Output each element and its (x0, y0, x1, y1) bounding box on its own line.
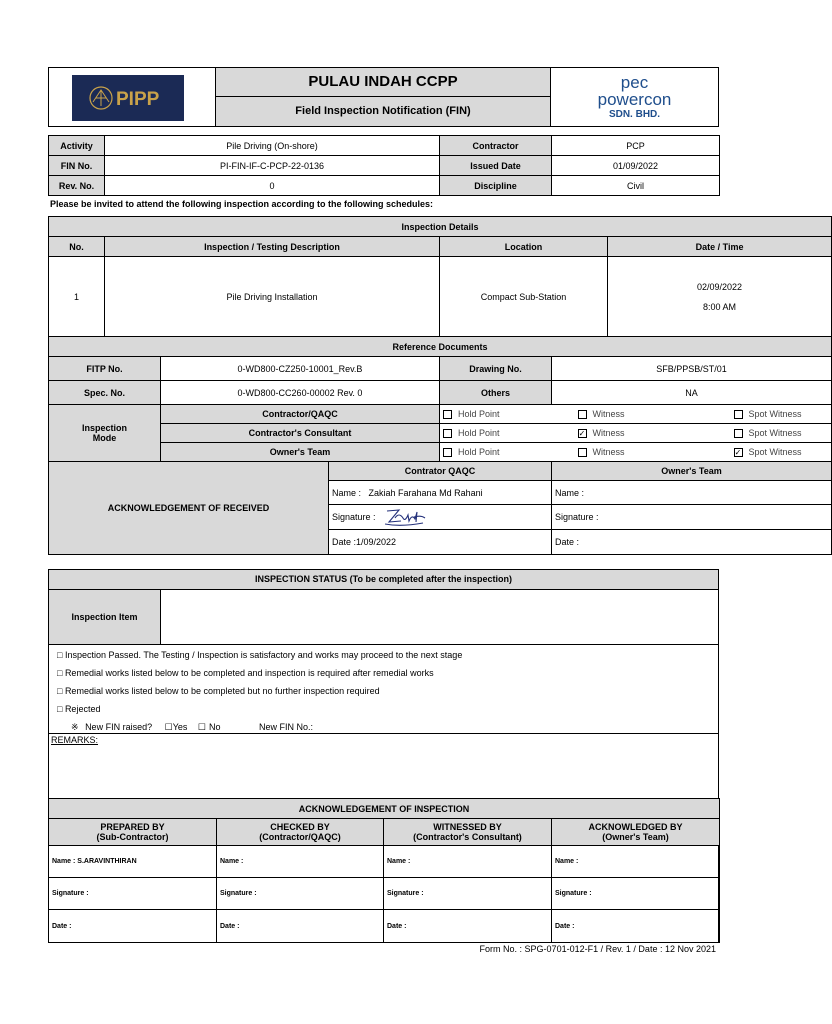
status-option-passed[interactable] (57, 646, 707, 664)
mode-witness-0 (552, 405, 720, 424)
col-no-header: No. (49, 237, 105, 257)
row-location: Compact Sub-Station (440, 257, 608, 337)
checked-by-name: Name : (217, 846, 384, 878)
ack-inspection-table (48, 798, 720, 943)
mode-witness-1 (552, 424, 720, 443)
mode-party-2: Owner's Team (161, 443, 440, 462)
mode-party-1: Contractor's Consultant (161, 424, 440, 443)
pec-logo-line1: pec (620, 73, 649, 92)
discipline-label: Discipline (440, 176, 552, 196)
witnessed-by-line2: (Contractor's Consultant) (413, 832, 522, 842)
rejected-checkbox[interactable]: □ (57, 704, 65, 714)
discipline-value: Civil (552, 176, 720, 196)
contractor-value: PCP (552, 136, 720, 156)
spec-value: 0-WD800-CC260-00002 Rev. 0 (161, 381, 440, 405)
ack-inspection-title: ACKNOWLEDGEMENT OF INSPECTION (49, 799, 720, 819)
witnessed-by-date: Date : (384, 910, 552, 943)
prepared-by-line1: PREPARED BY (100, 822, 165, 832)
acknowledged-by-date: Date : (552, 910, 720, 943)
inspection-status-section (48, 569, 719, 943)
inspection-details-title: Inspection Details (49, 217, 832, 237)
handwritten-signature (381, 506, 431, 528)
pec-logo-line2: powercon (597, 90, 672, 109)
form-title: Field Inspection Notification (FIN) (295, 105, 471, 117)
spec-label: Spec. No. (49, 381, 161, 405)
project-title-cell (216, 68, 551, 97)
acknowledged-by-name: Name : (552, 846, 720, 878)
status-option-remedial-no-reinspect-label: Remedial works listed below to be completed but no further inspection required (64, 686, 380, 696)
ack-date-1: Date :1/09/2022 (329, 530, 552, 555)
mode-witness-2 (552, 443, 720, 462)
form-title-cell (216, 97, 551, 126)
ack-name-label-1: Name : (332, 487, 362, 498)
witness-label-2: Witness (592, 446, 625, 457)
ack-signature-label-2: Signature : (555, 512, 599, 522)
no-label: No (208, 722, 221, 732)
inspection-item-label: Inspection Item (49, 590, 161, 645)
spot-witness-checkbox-0[interactable] (734, 410, 743, 419)
ack-col-contractor-qaqc: Contrator QAQC (329, 462, 552, 481)
witnessed-by-signature: Signature : (384, 878, 552, 910)
witness-label-1: Witness (592, 427, 625, 438)
drawing-value: SFB/PPSB/ST/01 (552, 357, 832, 381)
spot-witness-label-0: Spot Witness (748, 408, 802, 419)
pipp-logo-cell (49, 68, 216, 126)
ack-received-title: ACKNOWLEDGEMENT OF RECEIVED (49, 462, 329, 555)
status-option-remedial-reinspect-label: Remedial works listed below to be completed and inspection is required after remedial works (64, 668, 434, 678)
prepared-by-line2: (Sub-Contractor) (96, 832, 169, 842)
others-label: Others (440, 381, 552, 405)
invite-text: Please be invited to attend the following inspection according to the following schedules: (50, 199, 434, 209)
new-fin-raised-label: New FIN raised? (85, 722, 153, 732)
mode-hold-2 (440, 443, 552, 462)
ack-name-cell-2 (552, 481, 832, 505)
new-fin-no-label: New FIN No.: (259, 722, 314, 732)
mode-party-0: Contractor/QAQC (161, 405, 440, 424)
inspection-mode-label (49, 405, 161, 462)
ack-name-cell-1 (329, 481, 552, 505)
spot-witness-label-1: Spot Witness (748, 427, 802, 438)
acknowledged-by-signature: Signature : (552, 878, 720, 910)
others-value: NA (552, 381, 832, 405)
row-date: 02/09/2022 (697, 281, 743, 292)
witnessed-by-name: Name : (384, 846, 552, 878)
witness-checkbox-0[interactable] (578, 410, 587, 419)
hold-point-label-1: Hold Point (458, 427, 500, 438)
acknowledged-by-header (552, 819, 720, 846)
witness-label-0: Witness (592, 408, 625, 419)
prepared-by-signature: Signature : (49, 878, 217, 910)
yes-label: Yes (172, 722, 188, 732)
info-table (48, 135, 720, 196)
acknowledged-by-line2: (Owner's Team) (602, 832, 669, 842)
acknowledged-by-line1: ACKNOWLEDGED BY (588, 822, 683, 832)
prepared-by-header (49, 819, 217, 846)
checked-by-header (217, 819, 384, 846)
mode-spot-1 (720, 424, 832, 443)
inspection-status-title: INSPECTION STATUS (To be completed after the inspection) (49, 570, 718, 590)
ack-name-label-2: Name : (555, 487, 585, 498)
rev-label: Rev. No. (49, 176, 105, 196)
form-header (48, 67, 719, 127)
pec-logo-line3: SDN. BHD. (608, 109, 661, 120)
inspection-mode-label-line2: Mode (92, 433, 117, 443)
ack-signature-cell-2 (552, 505, 832, 530)
ack-date-2: Date : (552, 530, 832, 555)
no-checkbox[interactable]: ☐ (197, 722, 206, 732)
prepared-by-name: Name : S.ARAVINTHIRAN (49, 846, 217, 878)
row-desc: Pile Driving Installation (105, 257, 440, 337)
spot-witness-checkbox-1[interactable] (734, 429, 743, 438)
ack-name-value-1: Zakiah Farahana Md Rahani (368, 487, 483, 498)
hold-point-checkbox-2[interactable] (443, 448, 452, 457)
prepared-by-date: Date : (49, 910, 217, 943)
mode-spot-2 (720, 443, 832, 462)
yes-checkbox[interactable]: ☐ (164, 722, 173, 732)
form-number-footer: Form No. : SPG-0701-012-F1 / Rev. 1 / Date : 12 Nov 2021 (479, 944, 716, 954)
status-option-passed-label: Inspection Passed. The Testing / Inspection is satisfactory and works may proceed to the next stage (64, 650, 463, 660)
row-time: 8:00 AM (703, 301, 737, 312)
pipp-logo (72, 75, 184, 121)
status-option-remedial-no-reinspect[interactable] (57, 682, 707, 700)
spot-witness-checkbox-2[interactable]: ✓ (734, 448, 742, 458)
checked-by-date: Date : (217, 910, 384, 943)
hold-point-checkbox-1[interactable] (443, 429, 452, 438)
remedial-no-reinspect-checkbox[interactable]: □ (57, 686, 65, 696)
hold-point-label-2: Hold Point (458, 446, 500, 457)
status-options (57, 646, 707, 736)
inspection-item-value[interactable] (161, 590, 718, 645)
row-no: 1 (49, 257, 105, 337)
reference-docs-title: Reference Documents (49, 337, 832, 357)
col-location-header: Location (440, 237, 608, 257)
pipp-logo-icon (72, 75, 184, 121)
fitp-label: FITP No. (49, 357, 161, 381)
ack-signature-cell-1 (329, 505, 552, 530)
ack-col-owners-team: Owner's Team (552, 462, 832, 481)
svg-text:PIPP: PIPP (116, 89, 160, 110)
fitp-value: 0-WD800-CZ250-10001_Rev.B (161, 357, 440, 381)
issued-date-label: Issued Date (440, 156, 552, 176)
witnessed-by-line1: WITNESSED BY (433, 822, 502, 832)
hold-point-label-0: Hold Point (458, 408, 500, 419)
spot-witness-label-2: Spot Witness (748, 446, 802, 457)
status-option-remedial-reinspect[interactable] (57, 664, 707, 682)
checked-by-signature: Signature : (217, 878, 384, 910)
remarks-box[interactable] (49, 733, 718, 799)
rev-value: 0 (105, 176, 440, 196)
contractor-label: Contractor (440, 136, 552, 156)
pec-logo (551, 68, 718, 126)
inspection-details-table (48, 216, 832, 555)
fin-value: PI-FIN-IF-C-PCP-22-0136 (105, 156, 440, 176)
fin-label: FIN No. (49, 156, 105, 176)
col-desc-header: Inspection / Testing Description (105, 237, 440, 257)
inspection-mode-label-line1: Inspection (81, 423, 127, 433)
remarks-label: REMARKS: (51, 735, 99, 745)
drawing-label: Drawing No. (440, 357, 552, 381)
remedial-reinspect-checkbox[interactable]: □ (57, 668, 65, 678)
checked-by-line1: CHECKED BY (270, 822, 330, 832)
hold-point-checkbox-0[interactable] (443, 410, 452, 419)
project-title: PULAU INDAH CCPP (308, 73, 458, 90)
issued-date-value: 01/09/2022 (552, 156, 720, 176)
witness-checkbox-2[interactable] (578, 448, 587, 457)
checked-by-line2: (Contractor/QAQC) (259, 832, 341, 842)
status-option-rejected[interactable] (57, 700, 707, 718)
passed-checkbox[interactable]: □ (57, 650, 65, 660)
witnessed-by-header (384, 819, 552, 846)
mode-hold-0 (440, 405, 552, 424)
mode-spot-0 (720, 405, 832, 424)
ack-signature-label-1: Signature : (332, 512, 376, 522)
witness-checkbox-1[interactable]: ✓ (578, 429, 586, 439)
activity-label: Activity (49, 136, 105, 156)
status-option-rejected-label: Rejected (64, 704, 101, 714)
col-datetime-header: Date / Time (608, 237, 832, 257)
mode-hold-1 (440, 424, 552, 443)
row-datetime (608, 257, 832, 337)
note-mark-icon: ※ (71, 722, 79, 732)
activity-value: Pile Driving (On-shore) (105, 136, 440, 156)
